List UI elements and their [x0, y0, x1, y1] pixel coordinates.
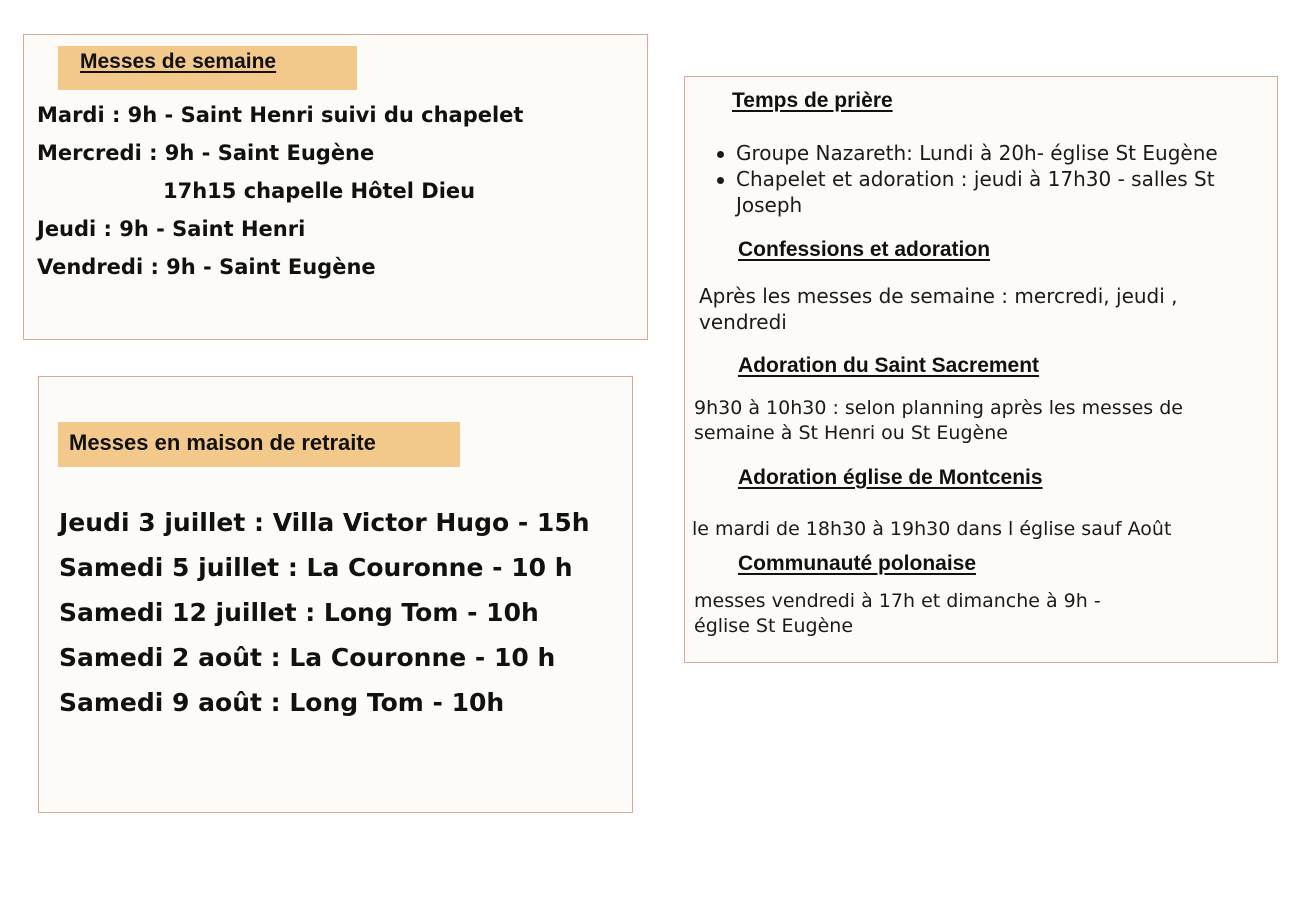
prayer-bullet-chapelet: Chapelet et adoration : jeudi à 17h30 - salles St Joseph — [736, 167, 1215, 217]
retirement-line-1: Jeudi 3 juillet : Villa Victor Hugo - 15h — [59, 508, 590, 537]
weekday-line-friday: Vendredi : 9h - Saint Eugène — [37, 255, 376, 279]
prayer-title: Temps de prière — [732, 89, 893, 112]
retirement-line-2: Samedi 5 juillet : La Couronne - 10 h — [59, 553, 573, 582]
weekday-line-wednesday-evening: 17h15 chapelle Hôtel Dieu — [163, 179, 476, 203]
prayer-bullet-nazareth: Groupe Nazareth: Lundi à 20h- église St Eugène — [736, 141, 1218, 165]
montcenis-title: Adoration église de Montcenis — [738, 466, 1043, 489]
polish-title: Communauté polonaise — [738, 552, 977, 575]
weekday-line-tuesday: Mardi : 9h - Saint Henri suivi du chapelet — [37, 103, 524, 127]
bullet-dot-1 — [717, 151, 724, 158]
weekday-masses-title: Messes de semaine — [80, 50, 277, 73]
sacrament-text: 9h30 à 10h30 : selon planning après les messes de semaine à St Henri ou St Eugène — [694, 397, 1183, 444]
weekday-line-thursday: Jeudi : 9h - Saint Henri — [37, 217, 306, 241]
polish-text: messes vendredi à 17h et dimanche à 9h - église St Eugène — [694, 590, 1101, 637]
retirement-line-3: Samedi 12 juillet : Long Tom - 10h — [59, 598, 539, 627]
montcenis-text: le mardi de 18h30 à 19h30 dans l église sauf Août — [692, 518, 1172, 540]
bullet-dot-2 — [717, 177, 724, 184]
retirement-masses-title: Messes en maison de retraite — [69, 430, 376, 455]
confessions-title: Confessions et adoration — [738, 238, 991, 261]
retirement-line-4: Samedi 2 août : La Couronne - 10 h — [59, 643, 556, 672]
confessions-text: Après les messes de semaine : mercredi, jeudi , vendredi — [699, 284, 1178, 334]
sacrament-title: Adoration du Saint Sacrement — [738, 354, 1040, 377]
weekday-line-wednesday: Mercredi : 9h - Saint Eugène — [37, 141, 375, 165]
retirement-line-5: Samedi 9 août : Long Tom - 10h — [59, 688, 505, 717]
